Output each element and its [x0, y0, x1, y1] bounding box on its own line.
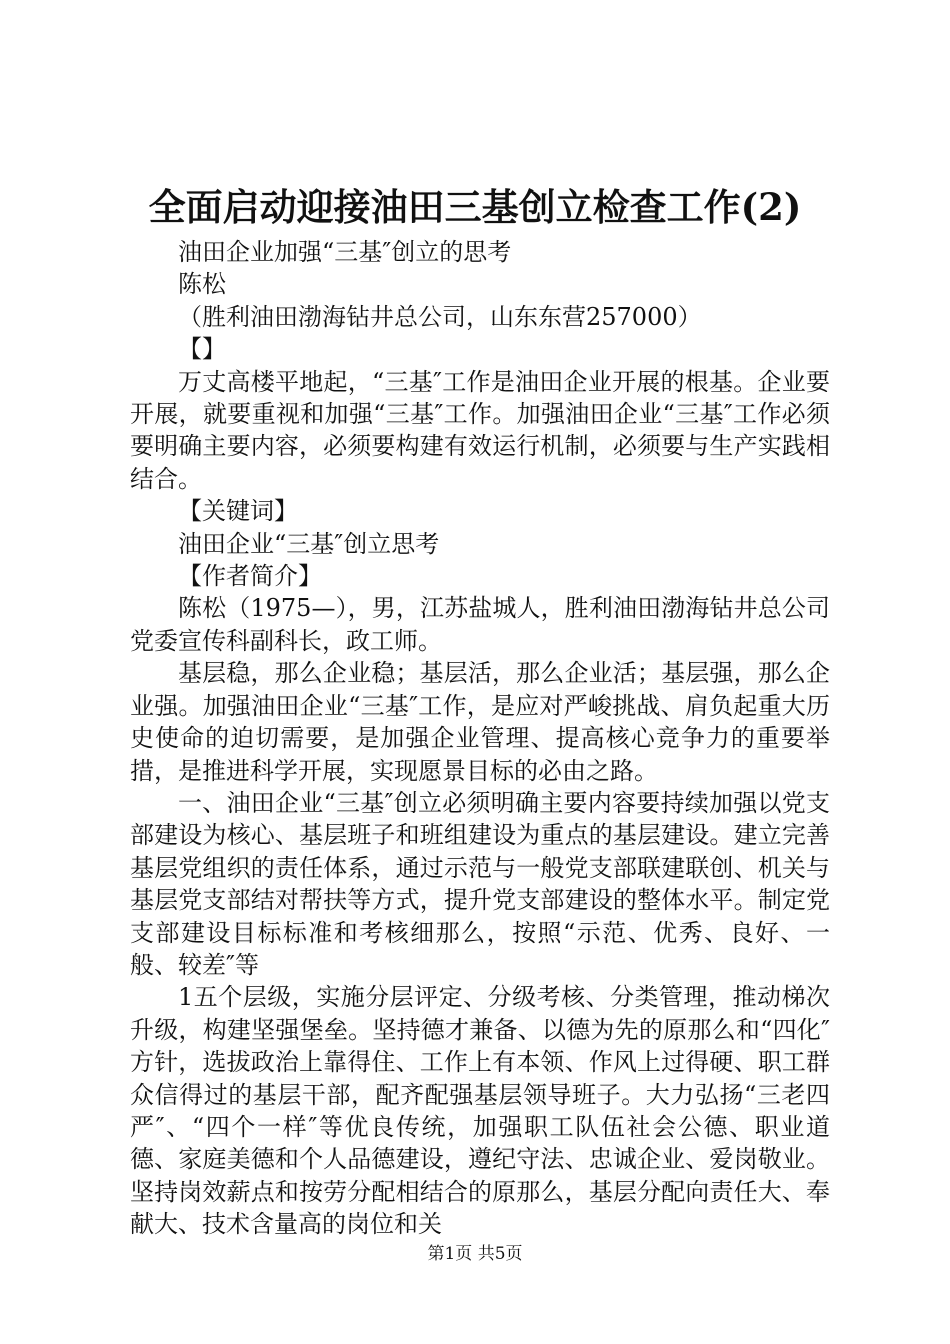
paragraph: 万丈高楼平地起，“三基″工作是油田企业开展的根基。企业要开展，就要重视和加强“三基″工作。加强油田企业“三基″工作必须要明确主要内容，必须要构建有效运行机制，必须要与生产实践相结合。: [130, 367, 830, 493]
document-title: 全面启动迎接油田三基创立检查工作(2): [148, 185, 802, 229]
paragraph: 陈松: [178, 270, 226, 299]
paragraph: 基层稳，那么企业稳；基层活，那么企业活；基层强，那么企业强。加强油田企业“三基″工作，是应对严峻挑战、肩负起重大历史使命的迫切需要，是加强企业管理、提高核心竞争力的重要举措，是推进科学开展，实现愿景目标的必由之路。: [130, 659, 830, 785]
page-footer: 第1页 共5页: [427, 1244, 523, 1264]
paragraph: 油田企业“三基″创立思考: [178, 529, 440, 558]
paragraph: 1五个层级，实施分层评定、分级考核、分类管理，推动梯次升级，构建坚强堡垒。坚持德才兼备、以德为先的原那么和“四化″方针，选拔政治上靠得住、工作上有本领、作风上过得硬、职工群众信得过的基层干部，配齐配强基层领导班子。大力弘扬“三老四严″、“四个一样″等优良传统，加强职工队伍社会公德、职业道德、家庭美德和个人品德建设，遵纪守法、忠诚企业、爱岗敬业。坚持岗效薪点和按劳分配相结合的原那么，基层分配向责任大、奉献大、技术含量高的岗位和关: [130, 983, 830, 1239]
paragraph: 【】: [178, 335, 226, 364]
document-body: [130, 236, 830, 1241]
paragraph: 陈松（1975—），男，江苏盐城人，胜利油田渤海钻井总公司党委宣传科副科长，政工师。: [130, 594, 830, 655]
paragraph: 油田企业加强“三基″创立的思考: [178, 238, 512, 266]
paragraph: 【作者简介】: [178, 562, 322, 591]
paragraph: （胜利油田渤海钻井总公司，山东东营257000）: [178, 302, 702, 331]
paragraph: 【关键词】: [178, 497, 298, 526]
paragraph: 一、油田企业“三基″创立必须明确主要内容要持续加强以党支部建设为核心、基层班子和班组建设为重点的基层建设。建立完善基层党组织的责任体系，通过示范与一般党支部联建联创、机关与基层党支部结对帮扶等方式，提升党支部建设的整体水平。制定党支部建设目标标准和考核细那么，按照“示范、优秀、良好、一般、较差″等: [130, 788, 830, 979]
